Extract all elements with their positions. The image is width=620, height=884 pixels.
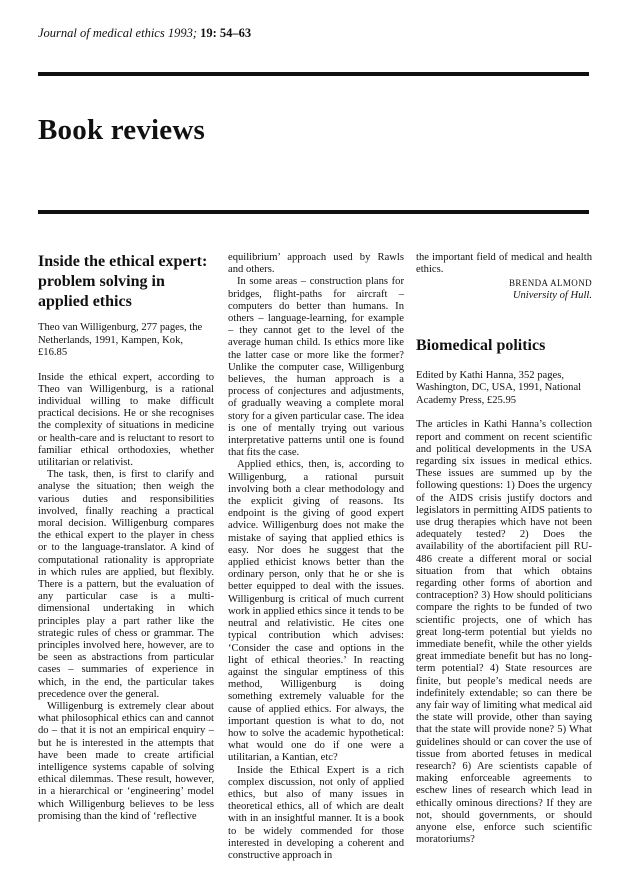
column-2 (228, 252, 404, 862)
reviewer-affiliation: University of Hull. (512, 289, 592, 301)
column-1 (38, 252, 214, 823)
column-3 (416, 252, 592, 846)
review2-biblio: Edited by Kathi Hanna, 352 pages, Washington, DC, USA, 1991, National Academy Press, £25.95 (416, 369, 582, 406)
top-rule (38, 72, 589, 76)
review1-title: Inside the ethical expert: problem solving in applied ethics (38, 253, 208, 310)
running-head (38, 26, 251, 41)
volume-pages: 19: 54–63 (200, 26, 252, 40)
reviewer-name: BRENDA ALMOND (509, 278, 592, 289)
review2-paragraph: The articles in Kathi Hanna’s collection report and comment on recent scientific and political developments in the USA regarding six issues in medical ethics. These issues are summed up by the following questions: 1) Does the urgency of the AIDS crisis justify doctors and legislators in permitting AIDS patients to use drug therapies which have not been adequately tested? 2) Does the availability of the abortifacient pill RU-486 create a different moral or social situation from that which obtains regarding other forms of abortion and contraception? 3) How should politicians compare the rights to be funded of two scientific projects, one of which has great long-term potential but yields no immediate benefit, while the other yields great immediate benefit but has no long-term potential? 4) State resources are finite, but people’s medical needs are indefinitely extendable; so can there be any fair way of limiting what medical aid the state will provide, other than saying that the state will provide none? 5) What guidelines should or can cover the use of tissue from aborted fetuses in medical research? 6) Are scientists capable of making enforceable agreements to eschew lines of research which lead in ethically ominous directions? If they are not, should governments, or should anyone else, enforce such scientific moratoriums? (416, 419, 592, 846)
review1-paragraph: Inside the Ethical Expert is a rich complex discussion, not only of applied ethics, but also of many issues in theoretical ethics, all of which are dealt with in an insightful manner. It is a book to be widely commended for those interested in developing a coherent and constructive approach in (228, 764, 404, 861)
review1-biblio: Theo van Willigenburg, 277 pages, the Netherlands, 1991, Kampen, Kok, £16.85 (38, 322, 203, 358)
review2-title: Biomedical politics (416, 336, 546, 354)
review1-paragraph: Inside the ethical expert, according to Theo van Willigenburg, is a rational individual willing to make difficult practical decisions. He or she recognises the complexity of situations in medicine or health-care and is reluctant to resort to familiar ethical orthodoxies, whether utilitarian or relativist. (38, 371, 214, 468)
review1-paragraph: In some areas – construction plans for bridges, flight-paths for aircraft – computers do better than humans. In others – language-learning, for example – they cannot get to the level of the average human child. Is ethics more like the latter case or more like the former? Unlike the computer case, Willigenburg believes, the human approach is a process of conjectures and adjustments, of gradually weaving a complete moral story for a given particular case. The idea is one of mentally trying out various interpretative patterns until one is found that fits the case. (228, 276, 404, 459)
review1-paragraph: equilibrium’ approach used by Rawls and others. (228, 252, 404, 276)
section-title: Book reviews (38, 114, 205, 146)
header-bottom-rule (38, 210, 589, 214)
journal-name: Journal of medical ethics (38, 26, 165, 40)
review1-paragraph: Willigenburg is extremely clear about what philosophical ethics can and cannot do – that it is not an empirical enquiry – but he is interested in the attempts that have been made to create artificial intelligence systems capable of solving ethical dilemmas. These result, however, in a hierarchical or ‘engineering’ model which Willigenburg believes to be less promising than the kind of ‘reflective (38, 700, 214, 822)
journal-year: 1993; (167, 26, 198, 40)
review1-paragraph: Applied ethics, then, is, according to Willigenburg, a rational pursuit involving both a clear methodology and the explicit giving of reasons. Its endpoint is the giving of good expert advice. Willigenburg does not make the mistake of saying that applied ethics is easy. Nor does he suggest that the applied ethicist knows better than the ordinary person, only that he or she is better equipped to deal with the issues. Willigenburg is critical of much current work in applied ethics since it tends to be neutral and relativistic. He cites one typical contribution which advises: ‘Consider the case and options in the light of ethical theories.’ In reacting against the singular emptiness of this method, Willigenburg is doing something extremely valuable for the cause of applied ethics. For always, the important question is what to do, not how to solve the academic hypothetical: what would one do if one were a utilitarian, a Kantian, etc? (228, 459, 404, 764)
review1-paragraph: the important field of medical and health ethics. (416, 252, 592, 276)
review1-paragraph: The task, then, is first to clarify and analyse the situation; then weigh the various duties and responsibilities involved, finally reaching a practical moral decision. Willigenburg compares the ethical expert to the player in chess or to the language-translator. A kind of computational rationality is appropriate in which rules are applied, but flexibly. There is a pattern, but the evaluation of any particular case is a multi-dimensional undertaking in which principles play a part rather like the strategic rules of chess or grammar. The principles involved here, however, are to be seen as abstractions from particular cases – summaries of experience in which, in the end, the particular takes precedence over the general. (38, 469, 214, 700)
